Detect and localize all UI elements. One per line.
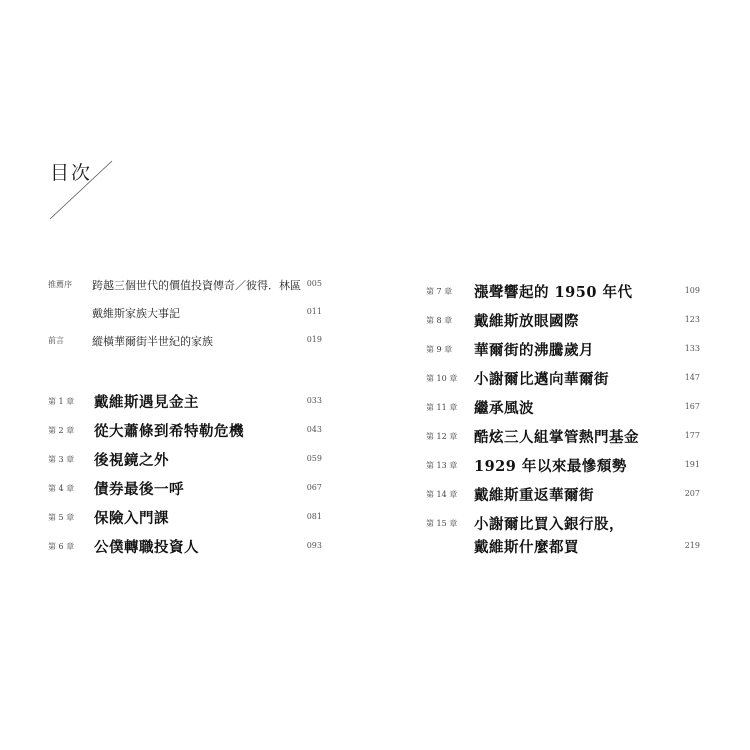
- chapter-number: 第 6 章: [48, 542, 75, 551]
- chapter-number: 第 7 章: [426, 287, 453, 296]
- chapter-page-number: 207: [684, 489, 700, 498]
- toc-chapter-entry[interactable]: [426, 421, 708, 450]
- chapter-page-number: 219: [684, 541, 700, 550]
- entry-page-number: 019: [306, 335, 322, 344]
- chapter-number: 第 4 章: [48, 484, 75, 493]
- entry-page-number: 011: [306, 307, 322, 316]
- chapter-title: [474, 513, 624, 559]
- chapter-number: 第 1 章: [48, 397, 75, 406]
- entry-title: 戴維斯家族大事記: [92, 307, 180, 320]
- chapter-title-line-2: 戴維斯什麼都買: [474, 539, 579, 556]
- entry-page-number: 005: [306, 279, 322, 288]
- toc-chapter-entry[interactable]: [426, 276, 708, 305]
- chapter-page-number: 093: [306, 541, 322, 550]
- chapter-page-number: 147: [684, 373, 700, 382]
- toc-chapter-entry[interactable]: [426, 479, 708, 508]
- chapter-title: 小謝爾比邁向華爾街: [474, 371, 609, 388]
- toc-chapter-entry[interactable]: [48, 502, 328, 531]
- chapter-title: 華爾街的沸騰歲月: [474, 342, 594, 359]
- chapter-number: 第 2 章: [48, 426, 75, 435]
- toc-chapter-entry[interactable]: [426, 305, 708, 334]
- chapter-title: 保險入門課: [94, 510, 169, 527]
- toc-entry[interactable]: [48, 276, 328, 304]
- chapter-page-number: 177: [684, 431, 700, 440]
- toc-chapter-entry[interactable]: [426, 508, 708, 562]
- chapter-page-number: 191: [684, 460, 700, 469]
- chapter-title-line-1: 小謝爾比買入銀行股，: [474, 516, 624, 533]
- toc-chapter-entry[interactable]: [48, 386, 328, 415]
- chapter-number: 第 11 章: [426, 403, 458, 412]
- entry-title: 縱橫華爾街半世紀的家族: [92, 335, 213, 348]
- chapter-title: 後視鏡之外: [94, 452, 169, 469]
- chapter-title: 漲聲響起的 1950 年代: [474, 284, 633, 301]
- entry-label: 前言: [48, 336, 64, 345]
- chapter-title: 戴維斯遇見金主: [94, 394, 199, 411]
- page-title: 目次: [50, 162, 93, 184]
- chapter-title: 戴維斯放眼國際: [474, 313, 579, 330]
- toc-left-column: [48, 276, 328, 560]
- chapter-page-number: 123: [684, 315, 700, 324]
- toc-chapter-entry[interactable]: [426, 363, 708, 392]
- title-slash-decoration: [48, 160, 114, 222]
- chapter-title: 債券最後一呼: [94, 481, 184, 498]
- chapter-number: 第 8 章: [426, 316, 453, 325]
- chapter-number: 第 5 章: [48, 513, 75, 522]
- section-spacer: [48, 360, 328, 386]
- chapter-page-number: 081: [306, 512, 322, 521]
- chapter-number: 第 14 章: [426, 490, 458, 499]
- toc-chapter-entry[interactable]: [48, 473, 328, 502]
- entry-label: 推薦序: [48, 280, 72, 289]
- toc-chapter-entry[interactable]: [48, 531, 328, 560]
- toc-chapter-entry[interactable]: [426, 450, 708, 479]
- toc-chapter-entry[interactable]: [426, 392, 708, 421]
- toc-chapter-entry[interactable]: [48, 444, 328, 473]
- chapter-title: 戴維斯重返華爾街: [474, 487, 594, 504]
- chapter-title: 公僕轉職投資人: [94, 539, 199, 556]
- toc-entry[interactable]: [48, 332, 328, 360]
- chapter-title: 繼承風波: [474, 400, 534, 417]
- chapter-page-number: 109: [684, 286, 700, 295]
- toc-chapter-entry[interactable]: [48, 415, 328, 444]
- chapter-number: 第 12 章: [426, 432, 458, 441]
- chapter-title: 1929 年以來最慘頹勢: [474, 458, 627, 475]
- chapter-number: 第 13 章: [426, 461, 458, 470]
- chapter-number: 第 9 章: [426, 345, 453, 354]
- toc-right-column: [426, 276, 708, 562]
- chapter-number: 第 10 章: [426, 374, 458, 383]
- chapter-page-number: 167: [684, 402, 700, 411]
- toc-chapter-entry[interactable]: [426, 334, 708, 363]
- chapter-number: 第 3 章: [48, 455, 75, 464]
- chapter-title: 酷炫三人組掌管熱門基金: [474, 429, 639, 446]
- toc-entry[interactable]: [48, 304, 328, 332]
- chapter-page-number: 133: [684, 344, 700, 353]
- chapter-page-number: 059: [306, 454, 322, 463]
- chapter-number: 第 15 章: [426, 519, 458, 528]
- chapter-title: 從大蕭條到希特勒危機: [94, 423, 244, 440]
- entry-title: 跨越三個世代的價值投資傳奇／彼得．林區: [92, 279, 301, 292]
- chapter-page-number: 067: [306, 483, 322, 492]
- chapter-page-number: 043: [306, 425, 322, 434]
- chapter-page-number: 033: [306, 396, 322, 405]
